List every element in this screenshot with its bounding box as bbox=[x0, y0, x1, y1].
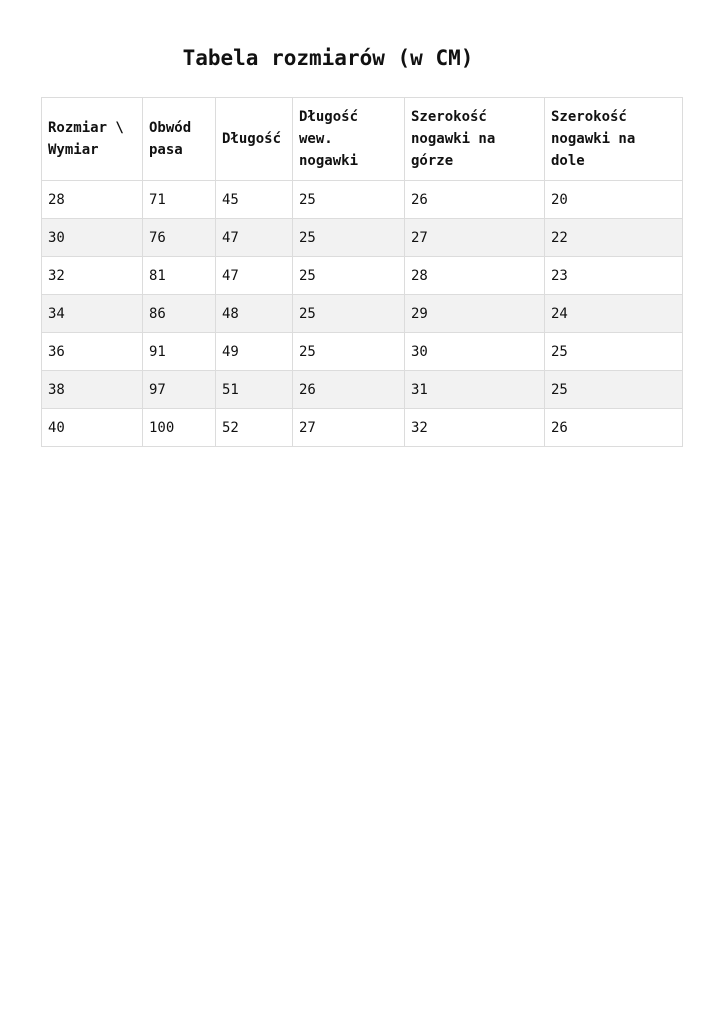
page-title: Tabela rozmiarów (w CM) bbox=[182, 46, 474, 70]
table-row bbox=[42, 371, 683, 409]
cell-inseam: 25 bbox=[293, 219, 405, 257]
cell-size: 30 bbox=[42, 219, 143, 257]
column-header-leg-width-bottom: Szerokość nogawki na dole bbox=[545, 98, 683, 181]
cell-length: 49 bbox=[216, 333, 293, 371]
cell-size: 28 bbox=[42, 181, 143, 219]
column-header-waist: Obwód pasa bbox=[143, 98, 216, 181]
table-row bbox=[42, 295, 683, 333]
cell-length: 45 bbox=[216, 181, 293, 219]
table-row bbox=[42, 219, 683, 257]
column-header-leg-width-top: Szerokość nogawki na górze bbox=[405, 98, 545, 181]
cell-leg-width-top: 28 bbox=[405, 257, 545, 295]
cell-leg-width-top: 30 bbox=[405, 333, 545, 371]
cell-leg-width-top: 32 bbox=[405, 409, 545, 447]
cell-length: 51 bbox=[216, 371, 293, 409]
size-chart-table bbox=[41, 97, 683, 447]
cell-inseam: 25 bbox=[293, 257, 405, 295]
cell-leg-width-bottom: 23 bbox=[545, 257, 683, 295]
column-header-size: Rozmiar \ Wymiar bbox=[42, 98, 143, 181]
cell-leg-width-bottom: 26 bbox=[545, 409, 683, 447]
cell-length: 52 bbox=[216, 409, 293, 447]
table-body bbox=[42, 181, 683, 447]
table-row bbox=[42, 257, 683, 295]
cell-size: 38 bbox=[42, 371, 143, 409]
cell-waist: 97 bbox=[143, 371, 216, 409]
table-row bbox=[42, 409, 683, 447]
cell-size: 34 bbox=[42, 295, 143, 333]
cell-inseam: 27 bbox=[293, 409, 405, 447]
cell-waist: 86 bbox=[143, 295, 216, 333]
cell-waist: 76 bbox=[143, 219, 216, 257]
cell-leg-width-bottom: 22 bbox=[545, 219, 683, 257]
cell-leg-width-top: 29 bbox=[405, 295, 545, 333]
column-header-inseam: Długość wew. nogawki bbox=[293, 98, 405, 181]
cell-size: 40 bbox=[42, 409, 143, 447]
cell-leg-width-bottom: 25 bbox=[545, 333, 683, 371]
cell-leg-width-top: 27 bbox=[405, 219, 545, 257]
cell-length: 48 bbox=[216, 295, 293, 333]
cell-leg-width-bottom: 20 bbox=[545, 181, 683, 219]
cell-length: 47 bbox=[216, 219, 293, 257]
table-header-row bbox=[42, 98, 683, 181]
cell-inseam: 25 bbox=[293, 333, 405, 371]
cell-inseam: 25 bbox=[293, 181, 405, 219]
column-header-length: Długość bbox=[216, 98, 293, 181]
cell-inseam: 26 bbox=[293, 371, 405, 409]
cell-waist: 81 bbox=[143, 257, 216, 295]
cell-waist: 100 bbox=[143, 409, 216, 447]
cell-leg-width-top: 31 bbox=[405, 371, 545, 409]
cell-leg-width-bottom: 25 bbox=[545, 371, 683, 409]
table-row bbox=[42, 181, 683, 219]
cell-length: 47 bbox=[216, 257, 293, 295]
cell-inseam: 25 bbox=[293, 295, 405, 333]
cell-waist: 71 bbox=[143, 181, 216, 219]
cell-leg-width-bottom: 24 bbox=[545, 295, 683, 333]
cell-waist: 91 bbox=[143, 333, 216, 371]
cell-size: 36 bbox=[42, 333, 143, 371]
cell-leg-width-top: 26 bbox=[405, 181, 545, 219]
table-row bbox=[42, 333, 683, 371]
cell-size: 32 bbox=[42, 257, 143, 295]
